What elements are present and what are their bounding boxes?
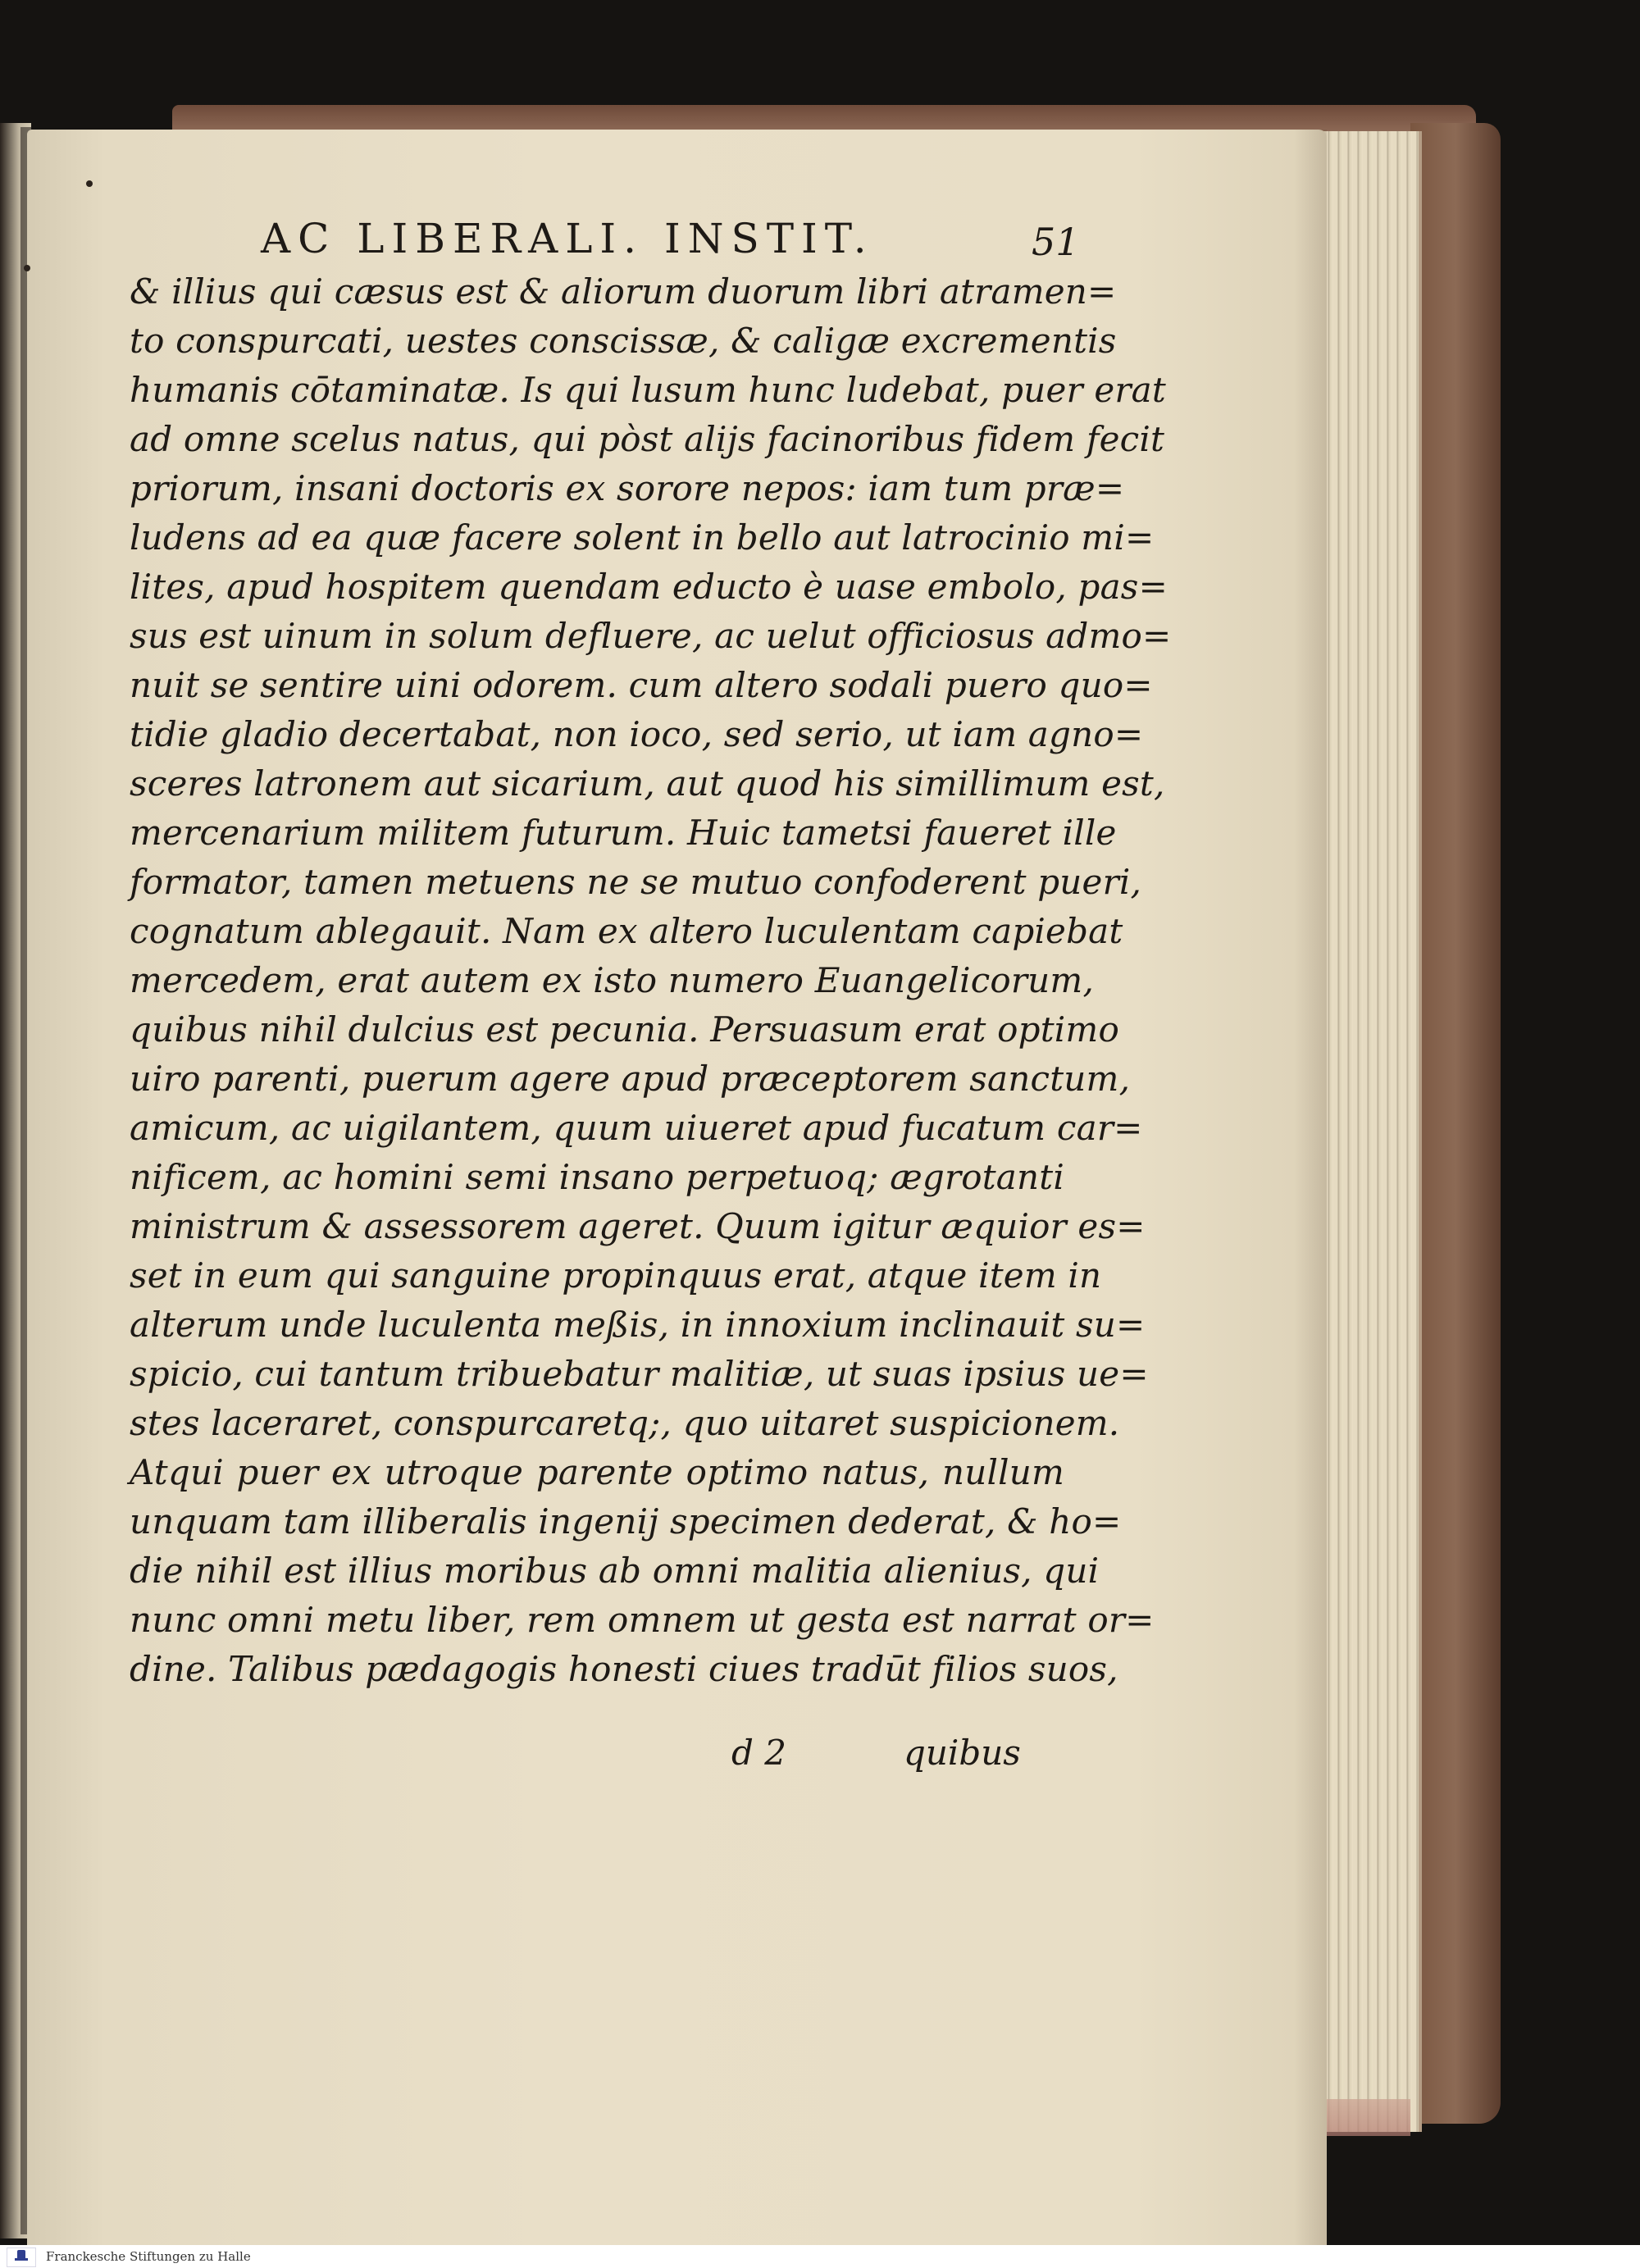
text-line: quibus nihil dulcius est pecunia. Persuasum erat optimo <box>130 1009 1119 1050</box>
page-shadow <box>1294 130 1327 2245</box>
running-head: AC LIBERALI. INSTIT. <box>261 215 874 262</box>
text-line: mercedem, erat autem ex isto numero Euangelicorum, <box>130 960 1095 1000</box>
text-line: sceres latronem aut sicarium, aut quod his simillimum est, <box>130 763 1165 804</box>
text-line: ad omne scelus natus, qui pòst alijs facinoribus fidem fecit <box>130 419 1165 459</box>
page-block-stain <box>1312 2099 1410 2136</box>
signature-mark: d 2 <box>731 1733 786 1773</box>
text-line: stes laceraret, conspurcaretq;, quo uitaret suspicionem. <box>130 1403 1120 1443</box>
text-line: & illius qui cæsus est & aliorum duorum libri atramen= <box>130 271 1117 312</box>
text-line: to conspurcati, uestes conscissæ, & caligæ excrementis <box>130 321 1117 361</box>
book-cover-right-edge <box>1410 123 1501 2124</box>
text-line: nificem, ac homini semi insano perpetuoq; ægrotanti <box>130 1157 1064 1197</box>
text-line: ludens ad ea quæ facere solent in bello aut latrocinio mi= <box>130 517 1155 558</box>
text-line: alterum unde luculenta meßis, in innoxium inclinauit su= <box>130 1305 1146 1345</box>
text-line: unquam tam illiberalis ingenij specimen dederat, & ho= <box>130 1501 1122 1542</box>
footer-institution-label: Franckesche Stiftungen zu Halle <box>46 2249 251 2264</box>
catchword: quibus <box>904 1733 1021 1773</box>
text-line: tidie gladio decertabat, non ioco, sed serio, ut iam agno= <box>130 714 1144 754</box>
text-line: mercenarium militem futurum. Huic tametsi faueret ille <box>130 813 1117 853</box>
text-line: formator, tamen metuens ne se mutuo confoderent pueri, <box>130 862 1142 902</box>
text-line: nuit se sentire uini odorem. cum altero sodali puero quo= <box>130 665 1153 705</box>
text-line: spicio, cui tantum tribuebatur malitiæ, ut suas ipsius ue= <box>130 1354 1149 1394</box>
institution-logo-icon <box>7 2248 36 2267</box>
text-line: set in eum qui sanguine propinquus erat, atque item in <box>130 1255 1102 1296</box>
body-text <box>130 267 1172 1694</box>
footer-bar <box>0 2245 1640 2268</box>
text-line: priorum, insani doctoris ex sorore nepos: iam tum præ= <box>130 468 1125 508</box>
text-line: amicum, ac uigilantem, quum uiueret apud fucatum car= <box>130 1108 1143 1148</box>
text-line: Atqui puer ex utroque parente optimo natus, nullum <box>130 1452 1064 1492</box>
text-line: cognatum ablegauit. Nam ex altero luculentam capiebat <box>130 911 1123 951</box>
page-speck <box>86 180 93 187</box>
text-line: ministrum & assessorem ageret. Quum igitur æquior es= <box>130 1206 1146 1246</box>
page-number: 51 <box>1032 220 1080 264</box>
text-line: uiro parenti, puerum agere apud præceptorem sanctum, <box>130 1059 1131 1099</box>
text-line: die nihil est illius moribus ab omni malitia alienius, qui <box>130 1551 1100 1591</box>
text-line: humanis cōtaminatæ. Is qui lusum hunc ludebat, puer erat <box>130 370 1166 410</box>
text-line: lites, apud hospitem quendam educto è uase embolo, pas= <box>130 567 1168 607</box>
page-speck <box>24 265 30 271</box>
text-line: nunc omni metu liber, rem omnem ut gesta est narrat or= <box>130 1600 1155 1640</box>
text-line: sus est uinum in solum defluere, ac uelut officiosus admo= <box>130 616 1172 656</box>
text-line: dine. Talibus pædagogis honesti ciues tradūt filios suos, <box>130 1649 1118 1689</box>
